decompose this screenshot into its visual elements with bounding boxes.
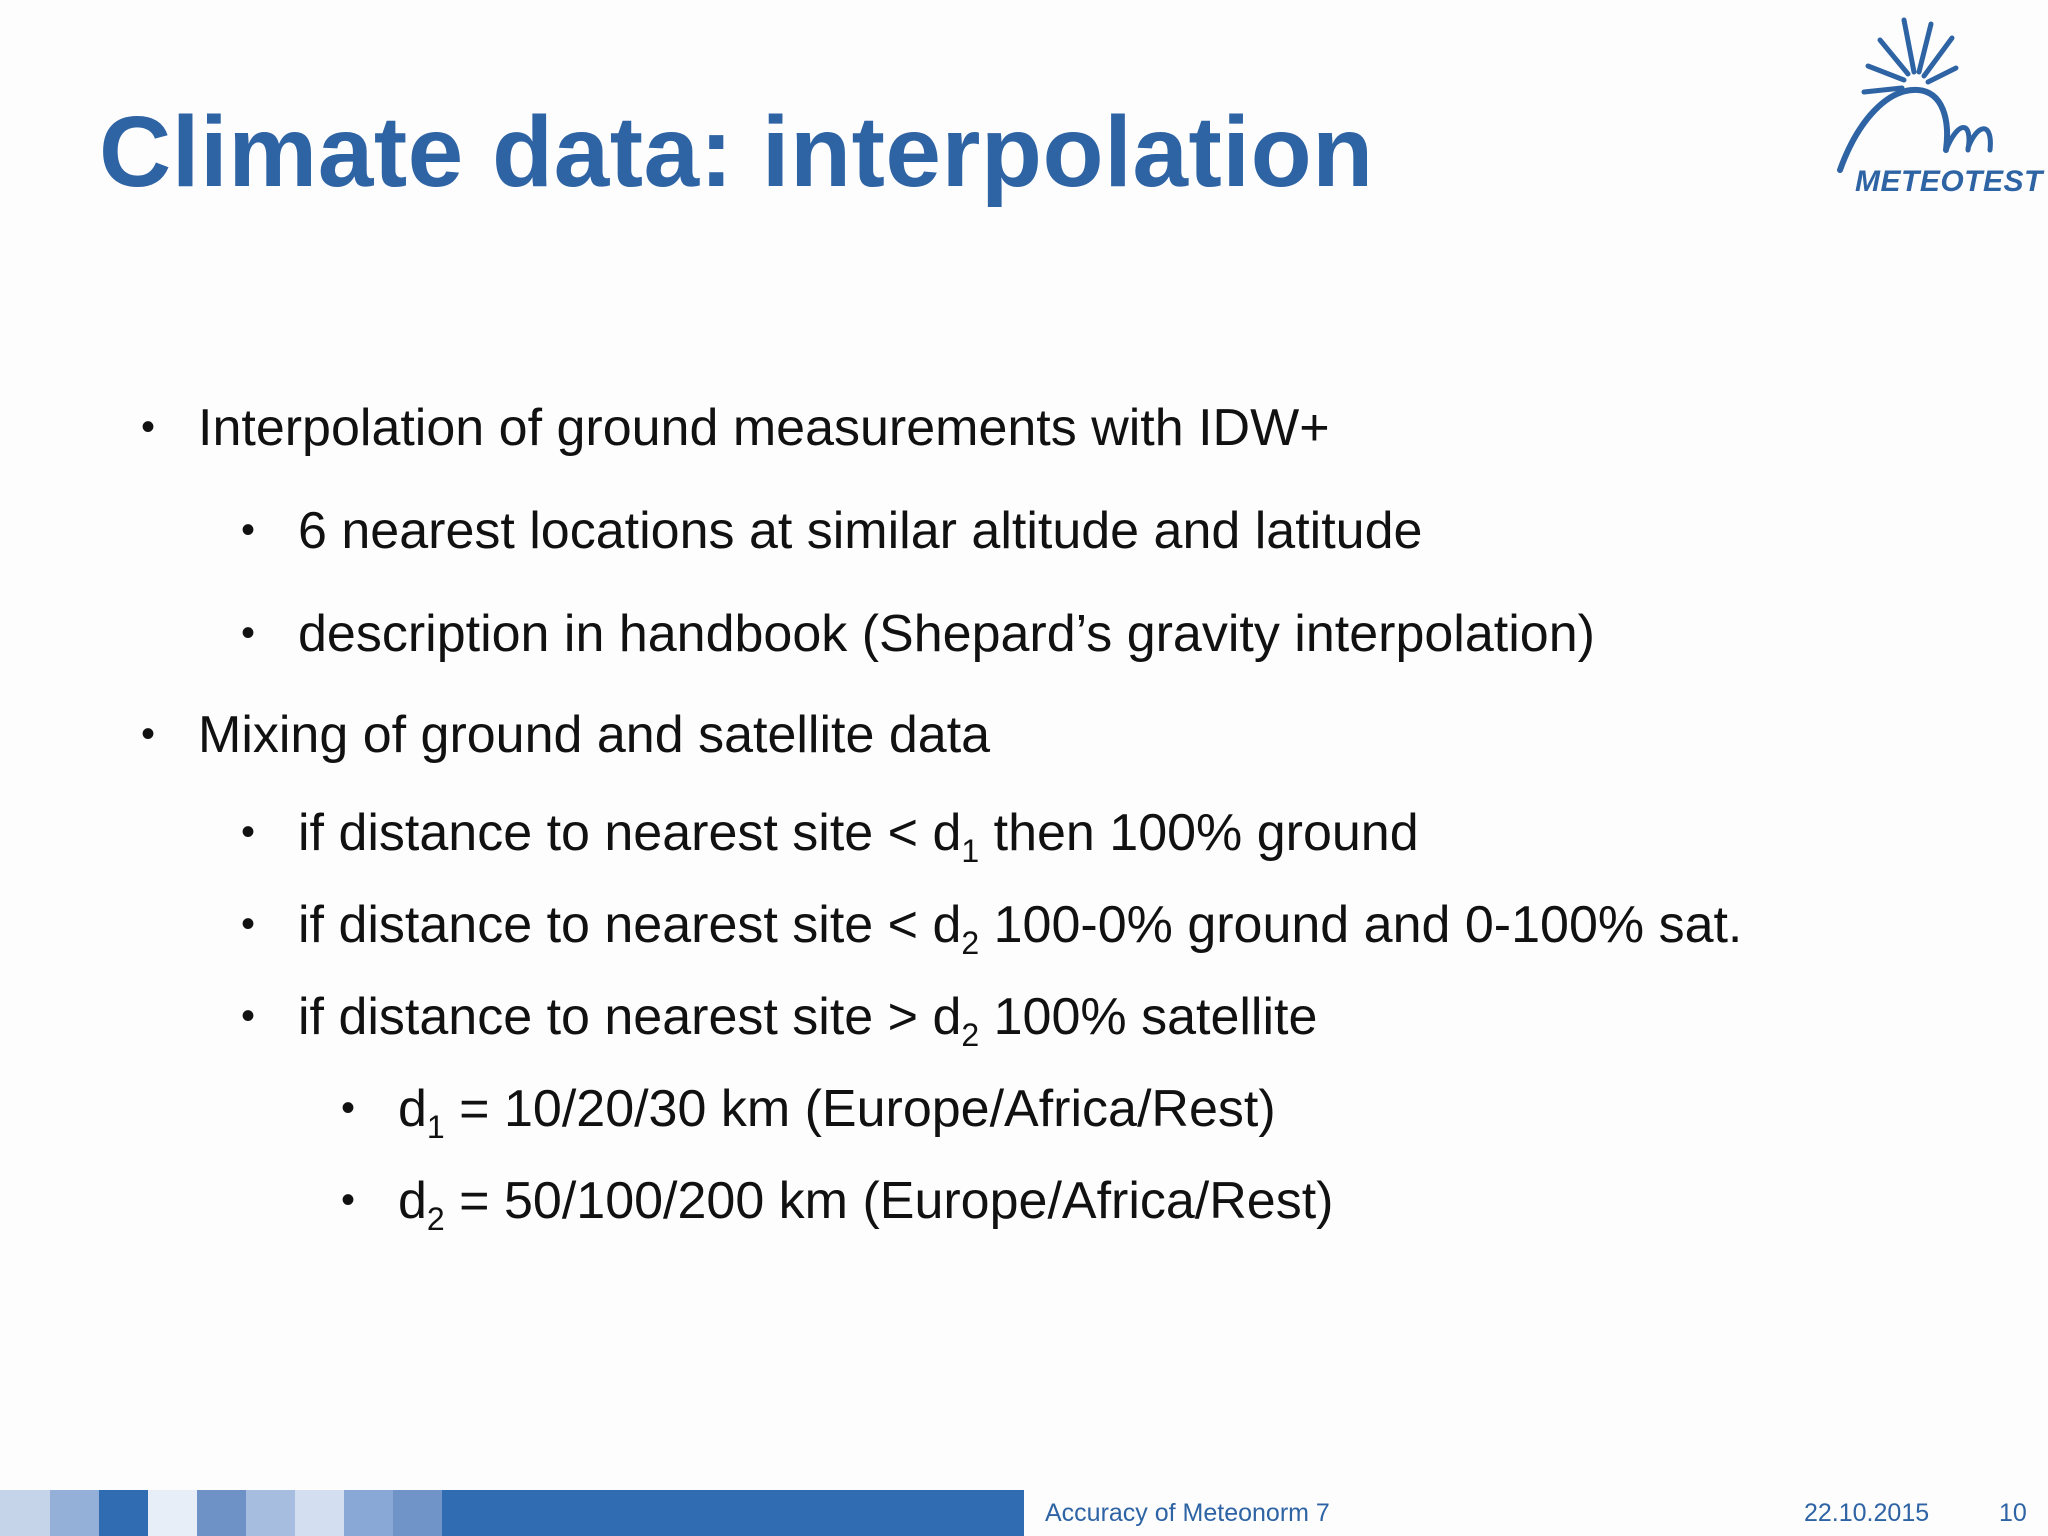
footer-date: 22.10.2015 (1804, 1499, 1930, 1527)
bullet-text: Mixing of ground and satellite data (198, 706, 991, 764)
bullet-text: description in handbook (Shepard’s gravity interpolation) (298, 605, 1595, 663)
footer-page-number: 10 (1999, 1499, 2027, 1527)
footer-title: Accuracy of Meteonorm 7 (1045, 1499, 1330, 1527)
footer-square (246, 1490, 295, 1536)
bullet-text: if distance to nearest site > $d_2$ 100% satellite (298, 988, 1318, 1053)
bullet-marker: • (241, 810, 256, 854)
bullet-text: 6 nearest locations at similar altitude and latitude (298, 502, 1423, 560)
logo-wordmark: METEOTEST (1855, 165, 2043, 198)
footer-square (148, 1490, 197, 1536)
footer-square (0, 1490, 50, 1536)
bullet-marker: • (141, 712, 156, 756)
slide-title: Climate data: interpolation (99, 96, 1374, 208)
bullet-text: if distance to nearest site < $d_1$ then 100% ground (298, 804, 1419, 869)
bullet-marker: • (341, 1086, 356, 1130)
bullet-marker: • (241, 902, 256, 946)
bullet-marker: • (241, 508, 256, 552)
bullet-marker: • (241, 994, 256, 1038)
bullet-text: if distance to nearest site < $d_2$ 100-0% ground and 0-100% sat. (298, 896, 1743, 961)
footer-square (197, 1490, 246, 1536)
footer-square (393, 1490, 442, 1536)
bullet-text: $d_2 = 50/100/200$ km (Europe/Africa/Rest) (398, 1172, 1334, 1237)
bullet-marker: • (341, 1178, 356, 1222)
bullet-marker: • (241, 611, 256, 655)
footer-square (99, 1490, 148, 1536)
footer-square (295, 1490, 344, 1536)
bullet-text: $d_1 = 10/20/30$ km (Europe/Africa/Rest) (398, 1080, 1276, 1145)
footer-square (344, 1490, 393, 1536)
footer-square (50, 1490, 99, 1536)
bullet-text: Interpolation of ground measurements with IDW+ (198, 399, 1330, 457)
bullet-marker: • (141, 405, 156, 449)
